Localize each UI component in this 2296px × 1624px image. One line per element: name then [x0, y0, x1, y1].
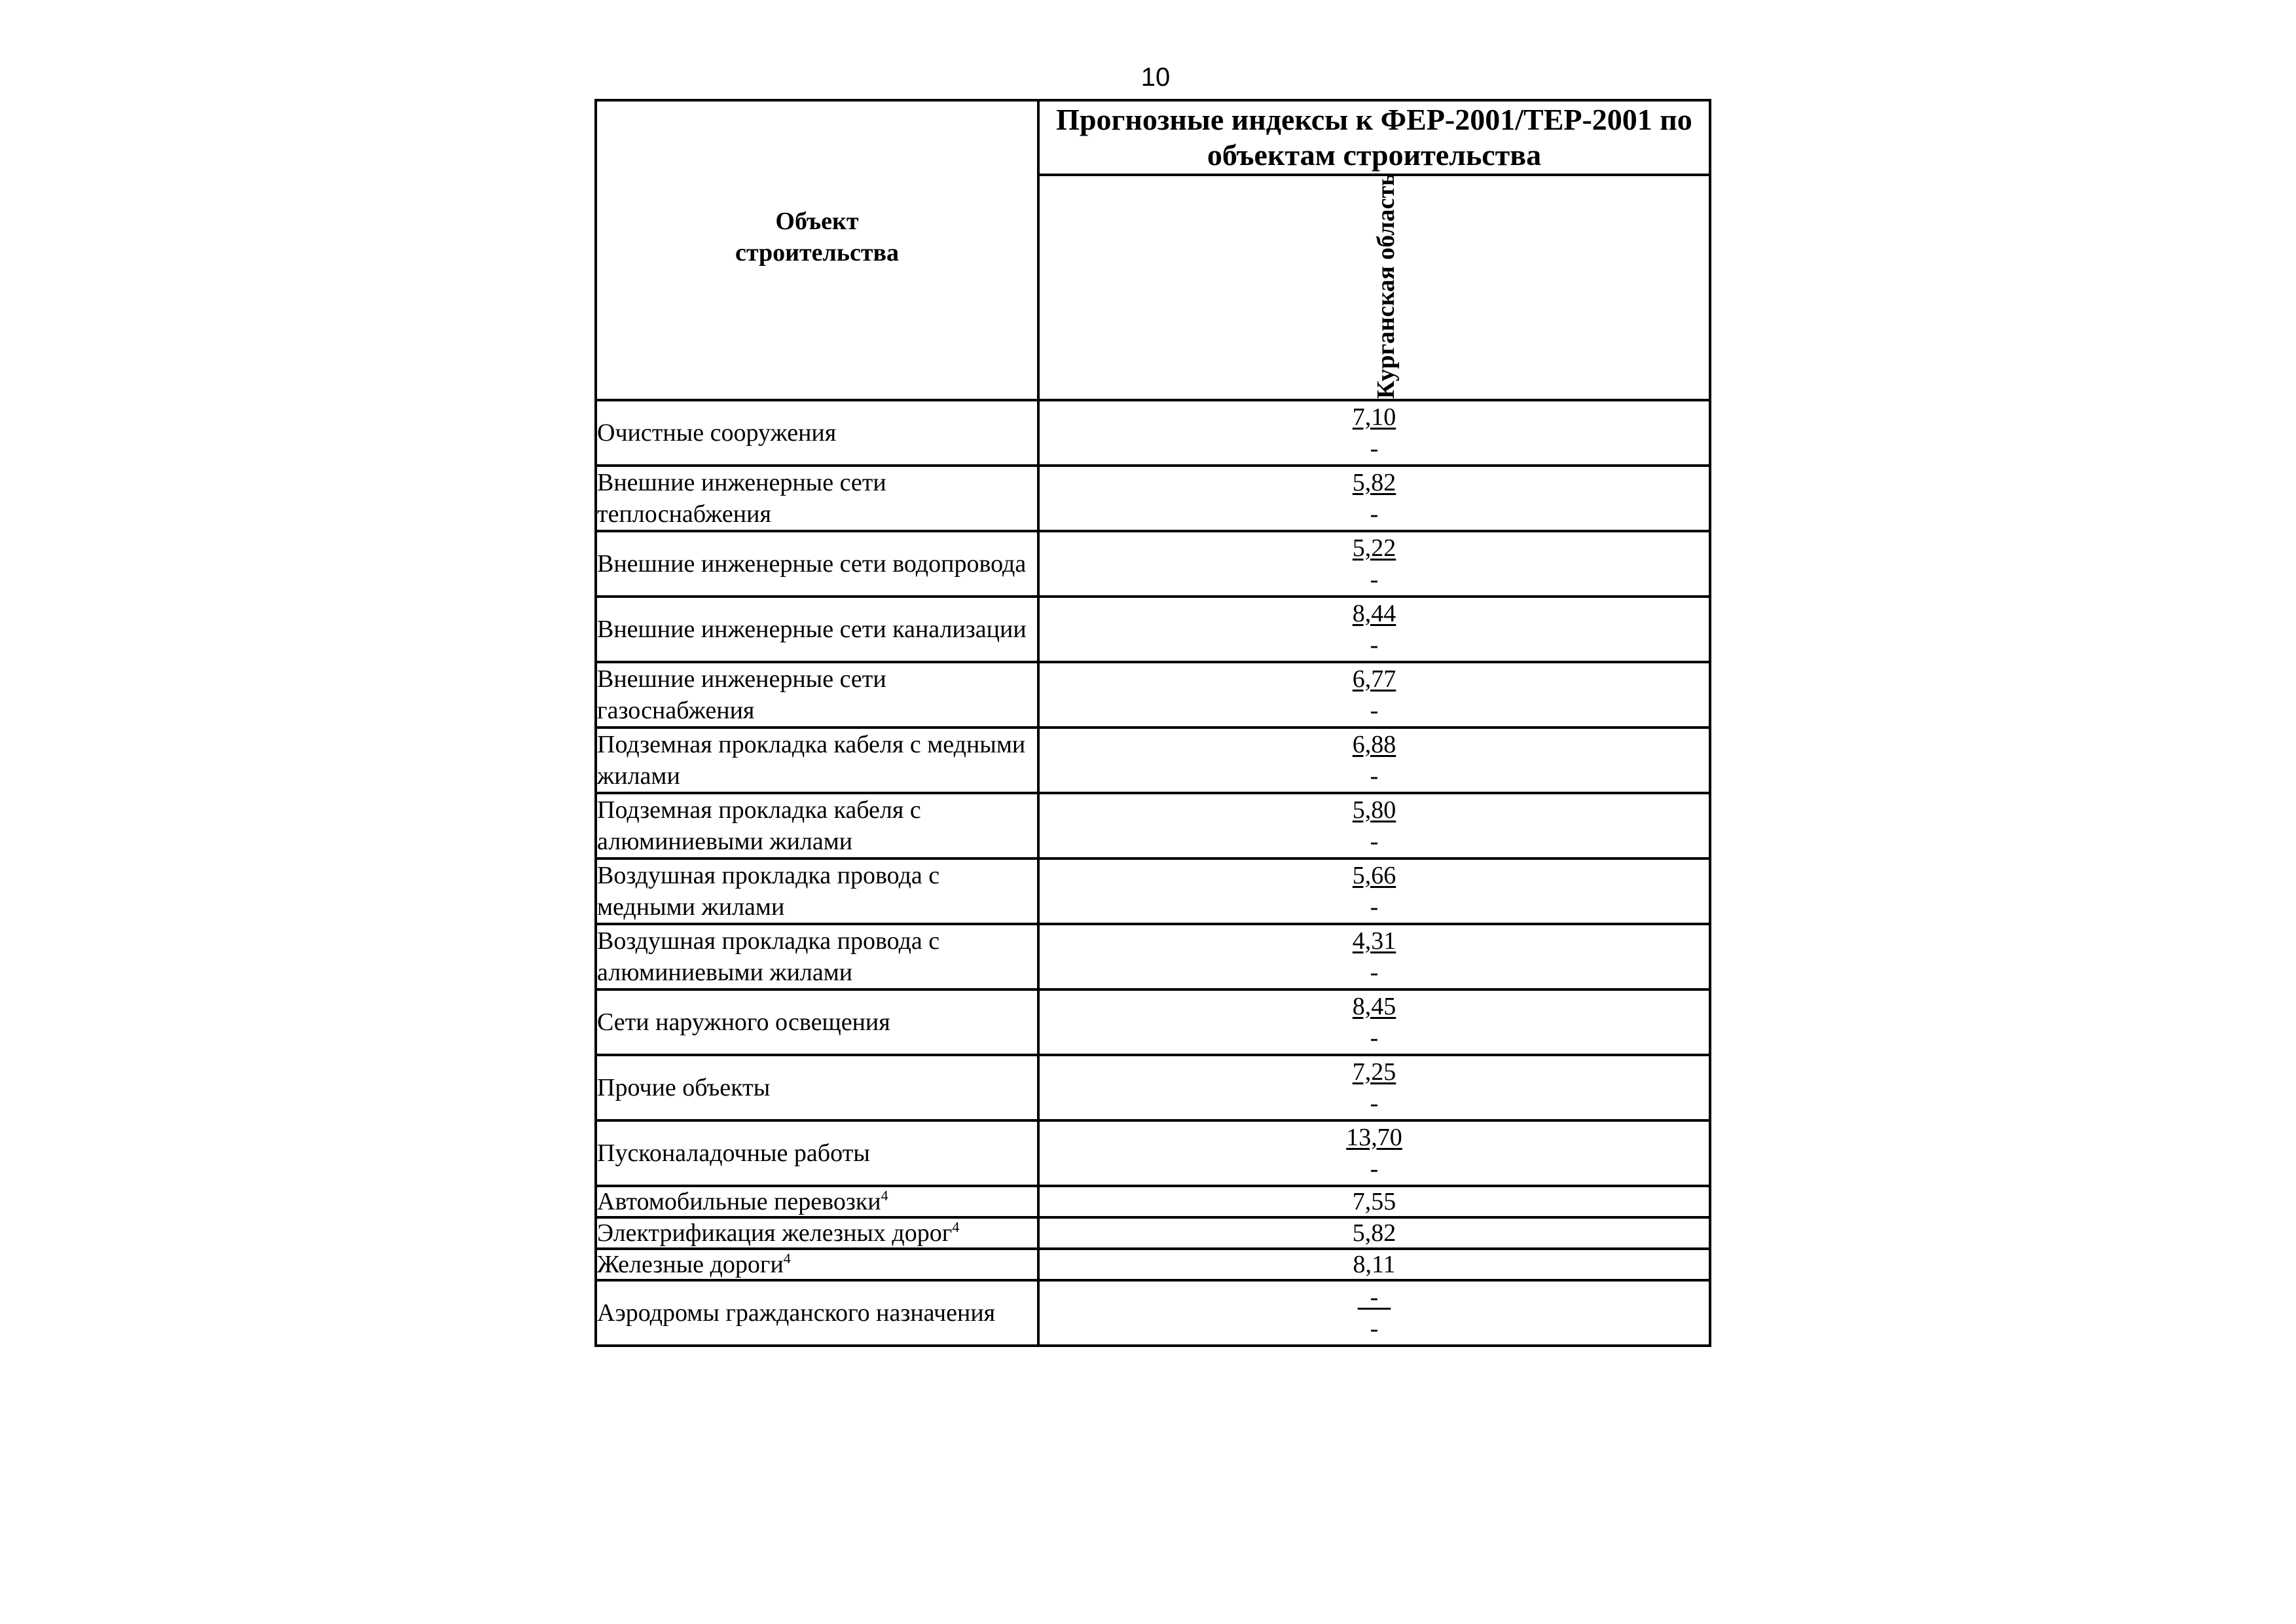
index-value: 6,77	[1352, 665, 1396, 693]
object-name: Внешние инженерные сети теплоснабжения	[597, 469, 886, 528]
object-name: Автомобильные перевозки	[597, 1188, 881, 1215]
index-value: 7,55	[1352, 1188, 1396, 1215]
index-value-cell	[1038, 1186, 1710, 1217]
region-label: Курганская область	[1372, 172, 1400, 399]
index-value: 8,11	[1353, 1251, 1396, 1278]
object-name: Воздушная прокладка провода с алюминиевыми жилами	[597, 927, 940, 986]
table-row	[596, 1055, 1710, 1120]
object-name: Внешние инженерные сети водопровода	[597, 550, 1027, 578]
object-name-cell	[596, 858, 1038, 924]
object-name-cell	[596, 597, 1038, 662]
index-value: 8,44	[1352, 600, 1396, 627]
index-denominator: -	[1370, 1090, 1379, 1117]
footnote-marker: 4	[881, 1187, 888, 1204]
index-value: 6,88	[1352, 731, 1396, 758]
index-value: 13,70	[1346, 1124, 1402, 1151]
object-header-line-1: Объект	[775, 208, 859, 235]
object-name: Подземная прокладка кабеля с алюминиевыми жилами	[597, 796, 921, 855]
index-value: 8,45	[1352, 993, 1396, 1020]
index-denominator: -	[1370, 435, 1379, 462]
index-value-cell	[1038, 466, 1710, 531]
index-value: 5,82	[1352, 1219, 1396, 1247]
index-value: 5,22	[1352, 534, 1396, 562]
object-name-cell	[596, 531, 1038, 597]
object-name: Подземная прокладка кабеля с медными жилами	[597, 731, 1026, 790]
object-name: Пусконаладочные работы	[597, 1139, 870, 1167]
index-denominator: -	[1370, 697, 1379, 724]
object-name: Железные дороги	[597, 1251, 784, 1278]
table-row	[596, 400, 1710, 466]
index-denominator: -	[1370, 1155, 1379, 1183]
object-name-cell	[596, 728, 1038, 793]
index-denominator: -	[1370, 1024, 1379, 1052]
index-value-cell	[1038, 400, 1710, 466]
object-name-cell	[596, 793, 1038, 858]
object-name: Прочие объекты	[597, 1074, 771, 1101]
object-name: Внешние инженерные сети канализации	[597, 616, 1027, 643]
index-value: 7,10	[1352, 403, 1396, 431]
object-name-cell	[596, 1120, 1038, 1186]
table-row	[596, 662, 1710, 728]
object-name-cell	[596, 466, 1038, 531]
index-value-cell	[1038, 858, 1710, 924]
object-name-cell	[596, 1055, 1038, 1120]
index-value-cell	[1038, 597, 1710, 662]
object-name: Аэродромы гражданского назначения	[597, 1299, 996, 1327]
index-denominator: -	[1370, 893, 1379, 921]
object-name: Воздушная прокладка провода с медными жилами	[597, 862, 940, 921]
object-name: Внешние инженерные сети газоснабжения	[597, 665, 886, 724]
object-header-line-2: строительства	[735, 239, 900, 267]
header-row	[596, 100, 1710, 175]
index-value: 5,66	[1352, 862, 1396, 889]
index-denominator: -	[1370, 500, 1379, 528]
table-row	[596, 531, 1710, 597]
index-value-cell	[1038, 1217, 1710, 1249]
table-row	[596, 793, 1710, 858]
index-value-cell	[1038, 1249, 1710, 1280]
footnote-marker: 4	[952, 1219, 960, 1235]
index-denominator: -	[1370, 828, 1379, 855]
index-value: 5,80	[1352, 796, 1396, 824]
index-value-cell	[1038, 531, 1710, 597]
index-denominator: -	[1370, 959, 1379, 986]
index-value: 4,31	[1352, 927, 1396, 955]
table-row	[596, 597, 1710, 662]
object-name: Очистные сооружения	[597, 419, 837, 447]
index-value: 7,25	[1352, 1058, 1396, 1086]
index-value: -	[1357, 1283, 1391, 1311]
index-value-cell	[1038, 1055, 1710, 1120]
index-denominator: -	[1370, 762, 1379, 790]
object-name-cell	[596, 1186, 1038, 1217]
index-value-cell	[1038, 1280, 1710, 1346]
index-value-cell	[1038, 728, 1710, 793]
index-denominator: -	[1370, 566, 1379, 593]
object-name-cell	[596, 1280, 1038, 1346]
object-name-cell	[596, 1217, 1038, 1249]
table-row	[596, 1249, 1710, 1280]
index-value-cell	[1038, 662, 1710, 728]
table-row	[596, 1120, 1710, 1186]
index-value-cell	[1038, 989, 1710, 1055]
index-value-cell	[1038, 924, 1710, 989]
index-denominator: -	[1370, 631, 1379, 659]
table-row	[596, 924, 1710, 989]
object-name: Электрификация железных дорог	[597, 1219, 953, 1247]
index-value-cell	[1038, 793, 1710, 858]
object-column-header	[596, 100, 1038, 400]
object-name-cell	[596, 400, 1038, 466]
object-name-cell	[596, 1249, 1038, 1280]
object-name-cell	[596, 989, 1038, 1055]
table-row	[596, 1280, 1710, 1346]
page-number: 10	[1140, 63, 1171, 92]
index-value: 5,82	[1352, 469, 1396, 496]
region-header-cell	[1038, 172, 1710, 400]
index-denominator: -	[1370, 1315, 1379, 1342]
object-name: Сети наружного освещения	[597, 1008, 890, 1036]
table-row	[596, 466, 1710, 531]
index-column-header: Прогнозные индексы к ФЕР-2001/ТЕР-2001 по объектам строительства	[1038, 100, 1710, 175]
index-value-cell	[1038, 1120, 1710, 1186]
table-row	[596, 858, 1710, 924]
table-body	[596, 400, 1710, 1346]
table-row	[596, 1217, 1710, 1249]
footnote-marker: 4	[783, 1250, 791, 1266]
table-row	[596, 1186, 1710, 1217]
index-table	[594, 99, 1711, 1347]
table-row	[596, 989, 1710, 1055]
object-name-cell	[596, 662, 1038, 728]
table-row	[596, 728, 1710, 793]
object-name-cell	[596, 924, 1038, 989]
